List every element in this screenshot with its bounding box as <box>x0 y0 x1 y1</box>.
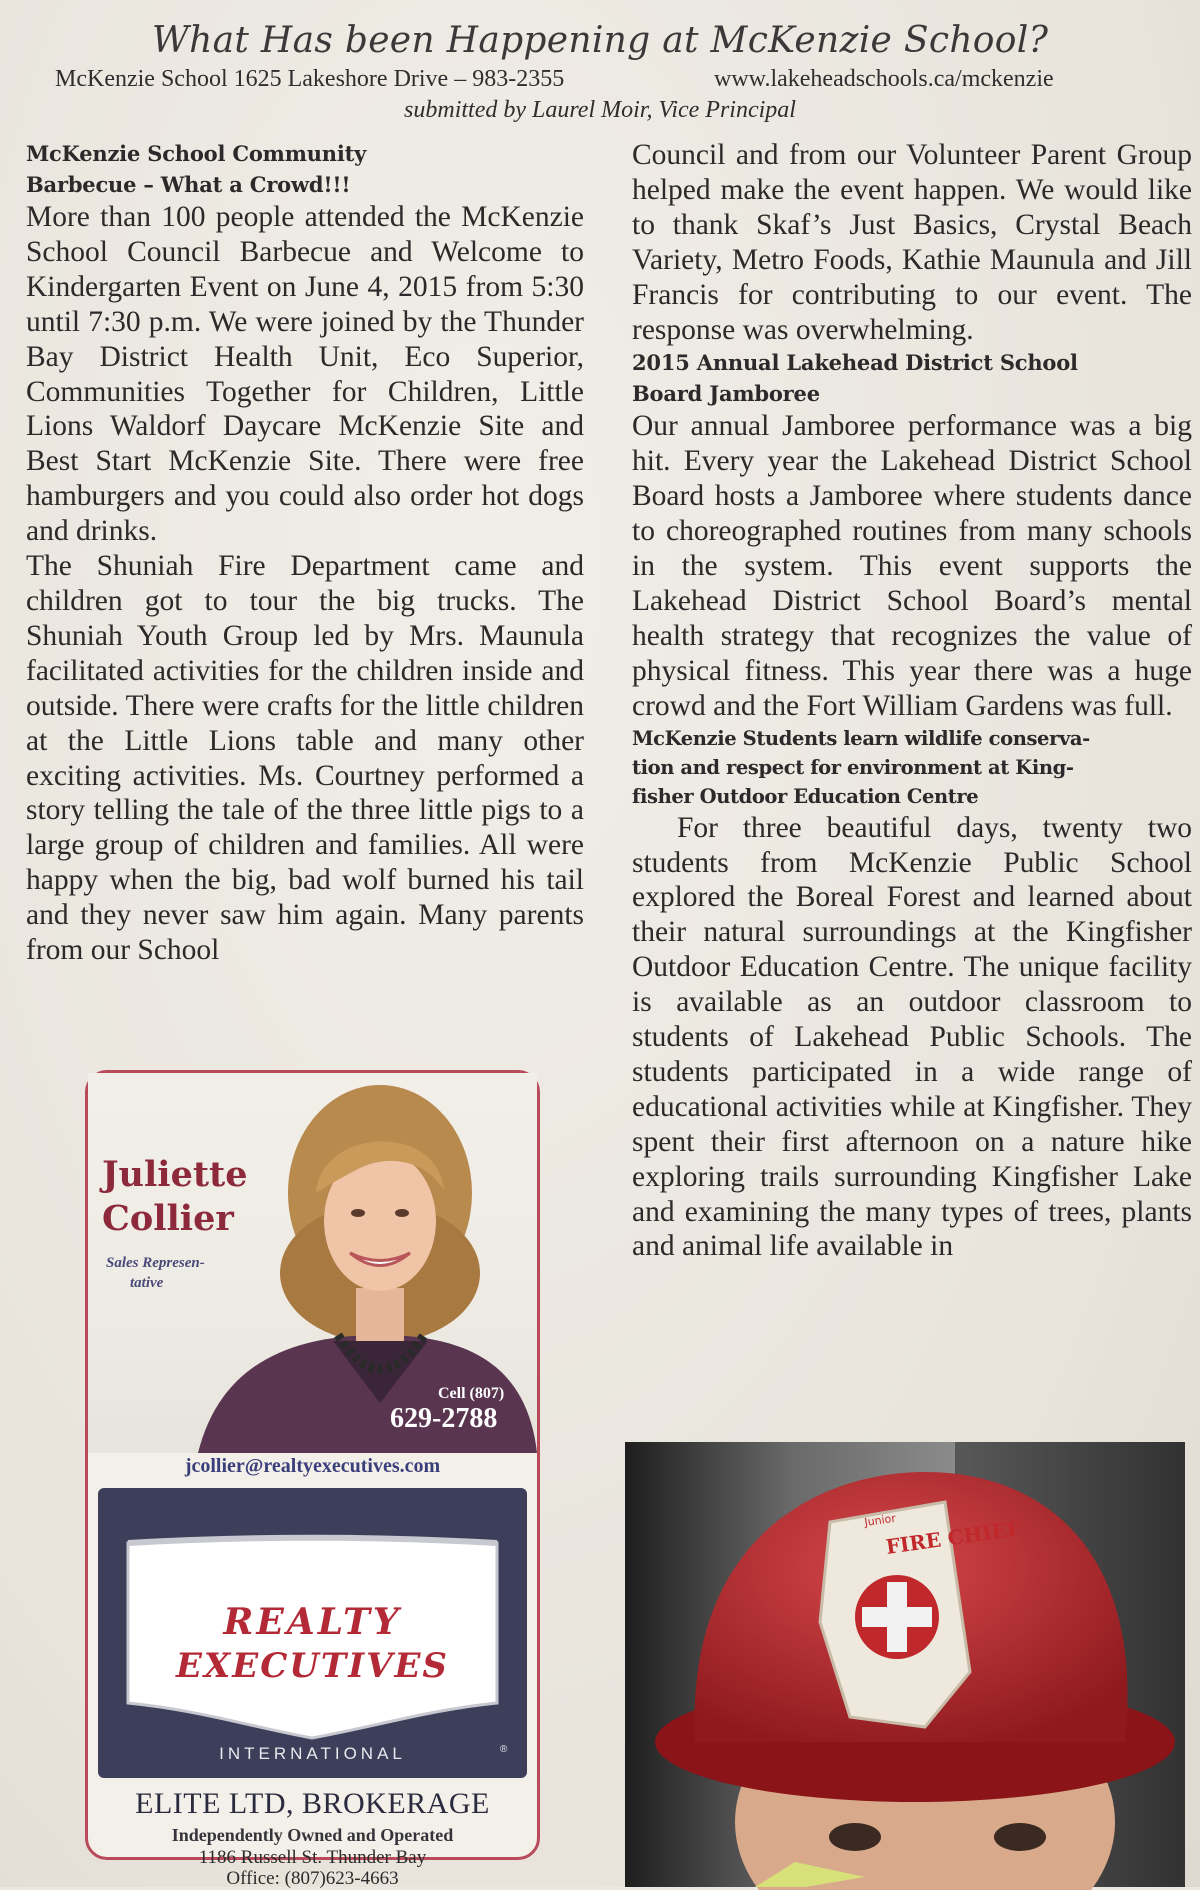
article3-heading-line2: tion and respect for environment at King- <box>632 755 1074 779</box>
realty-executives-logo <box>98 1488 527 1778</box>
realtor-role-line2: tative <box>130 1275 164 1291</box>
article2-heading-line2: Board Jamboree <box>632 381 820 407</box>
logo-international-text: INTERNATIONAL <box>219 1744 406 1763</box>
school-website: www.lakeheadschools.ca/mckenzie <box>714 66 1054 92</box>
article1-heading-line2: Barbecue – What a Crowd!!! <box>26 172 351 197</box>
brokerage-office-phone: Office: (807)623-4663 <box>226 1868 399 1889</box>
left-column <box>26 138 584 968</box>
realtor-first-name: Juliette <box>102 1154 248 1195</box>
registered-mark: ® <box>500 1744 508 1755</box>
child-fire-helmet-photo <box>625 1442 1185 1887</box>
brokerage-name: ELITE LTD, BROKERAGE <box>135 1787 490 1820</box>
article2-paragraph-1: Our annual Jamboree performance was a big hit. Every year the Lakehead District School Board hosts a Jamboree where students dance to choreographed routines from many schools in the system. This event supports the Lakehead District School Board’s mental health strategy that recognizes the value of physical fitness. This year there was a huge crowd and the Fort William Gardens was full. <box>632 410 1192 722</box>
article2-heading-line1: 2015 Annual Lakehead District School <box>632 350 1078 376</box>
brokerage-street: 1186 Russell St. Thunder Bay <box>198 1847 427 1868</box>
realtor-name <box>102 1153 247 1241</box>
article1-heading-line1: McKenzie School Community <box>26 141 367 166</box>
realtor-last-name: Collier <box>102 1198 234 1239</box>
cell-number: 629-2788 <box>390 1403 498 1434</box>
article3-paragraph-1: For three beautiful days, twenty two students from McKenzie Public School explored the Boreal Forest and learned about their natural surroundings at the Kingfisher Outdoor Education Centre. The unique facility is available as an outdoor classroom to students of Lakehead Public Schools. The students participated in a wide range of educational activities while at Kingfisher. They spent their first afternoon on a nature hike exploring trails surrounding Kingfisher Lake and examining the many types of trees, plants and animal life available in <box>632 811 1192 1263</box>
article3-heading-line3: fisher Outdoor Education Centre <box>632 784 979 808</box>
address-line <box>0 66 1200 96</box>
byline: submitted by Laurel Moir, Vice Principal <box>404 97 796 123</box>
page-header <box>0 18 1200 124</box>
child-in-fire-helmet-photo-icon <box>625 1442 1185 1887</box>
logo-executives-text: EXECUTIVES <box>176 1646 449 1686</box>
page-title: What Has been Happening at McKenzie School? <box>151 20 1049 61</box>
realtor-role <box>106 1253 205 1293</box>
realtor-role-line1: Sales Represen- <box>106 1255 205 1271</box>
realtor-advertisement <box>85 1070 540 1889</box>
right-column <box>632 138 1192 1264</box>
article3-heading-line1: McKenzie Students learn wildlife conserva- <box>632 726 1090 750</box>
helmet-text: FIRE CHIEF <box>884 1516 1023 1559</box>
article1-paragraph-3: Council and from our Volunteer Parent Group helped make the event happen. We would like to thank Skaf’s Just Basics, Crystal Beach Variety, Metro Foods, Kathie Maunula and Jill Francis for contributing to our event. The response was overwhelming. <box>632 139 1192 346</box>
cell-label: Cell (807) <box>438 1385 505 1402</box>
logo-realty-text: REALTY <box>223 1601 402 1643</box>
article1-paragraph-1: More than 100 people attended the McKenzie School Council Barbecue and Welcome to Kindergarten Event on June 4, 2015 from 5:30 until 7:30 p.m. We were joined by the Thunder Bay District Health Unit, Eco Superior, Communities Together for Children, Little Lions Waldorf Daycare McKenzie Site and Best Start McKenzie Site. There were free hamburgers and you could also order hot dogs and drinks. <box>26 201 584 548</box>
realtor-email: jcollier@realtyexecutives.com <box>184 1455 441 1477</box>
school-address: McKenzie School 1625 Lakeshore Drive – 983-2355 <box>55 66 565 92</box>
helmet-small-text: Junior <box>863 1511 897 1529</box>
brokerage-tagline: Independently Owned and Operated <box>171 1825 454 1845</box>
article1-paragraph-2: The Shuniah Fire Department came and children got to tour the big trucks. The Shuniah Youth Group led by Mrs. Maunula facilitated activities for the children inside and outside. There were crafts for the little children at the Little Lions table and many other exciting activities. Ms. Courtney performed a story telling the tale of the three little pigs to a large group of children and families. All were happy when the big, bad wolf burned his tail and they never saw him again. Many parents from our School <box>26 550 584 967</box>
